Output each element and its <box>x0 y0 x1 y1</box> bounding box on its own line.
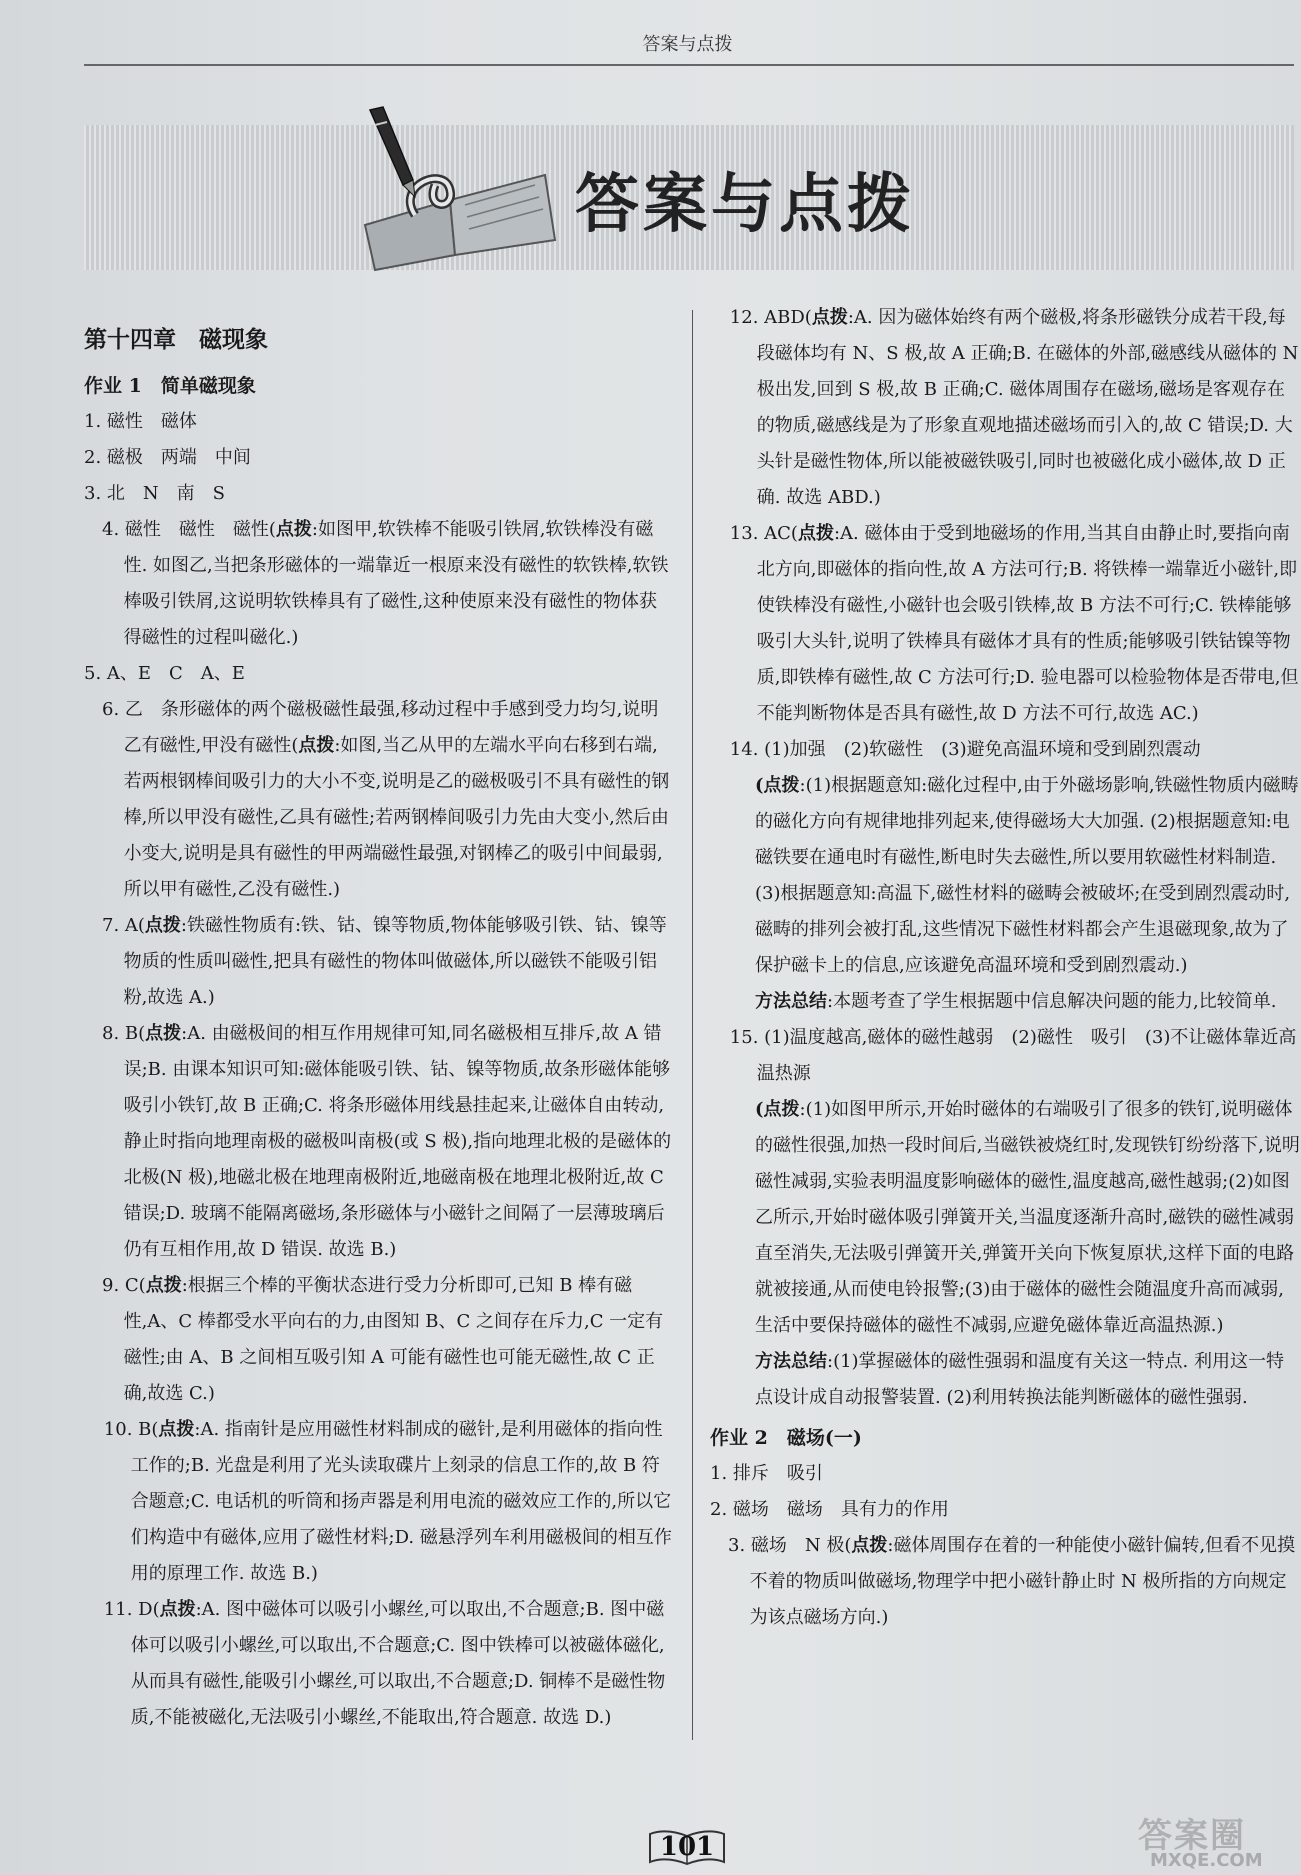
header-rule <box>84 64 1294 66</box>
left-column <box>84 320 674 1736</box>
answer-3: 3. 北 N 南 S <box>84 483 225 504</box>
hw2-answer-1: 1. 排斥 吸引 <box>710 1463 823 1484</box>
answer-9: 9. C(点拨:根据三个棒的平衡状态进行受力分析即可,已知 B 棒有磁性,A、C 棒都受水平向右的力,由图知 B、C 之间存在斥力,C 一定有磁性;由 A、B 之间相互吸引知 A 可能有磁性也可能无磁性,故 C 正确,故选 C.) <box>102 1275 664 1404</box>
answer-4: 4. 磁性 磁性 磁性(点拨:如图甲,软铁棒不能吸引铁屑,软铁棒没有磁性. 如图乙,当把条形磁体的一端靠近一根原来没有磁性的软铁棒,软铁棒吸引铁屑,这说明软铁棒具有了磁性,这种使原来没有磁性的物体获得磁性的过程叫磁化.) <box>102 519 669 648</box>
answer-2: 2. 磁极 两端 中间 <box>84 447 251 468</box>
answer-15-hint: (点拨:(1)如图甲所示,开始时磁体的右端吸引了很多的铁钉,说明磁体的磁性很强,加热一段时间后,当磁铁被烧红时,发现铁钉纷纷落下,说明磁性减弱,实验表明温度影响磁体的磁性,温度越高,磁性越弱;(2)如图乙所示,开始时磁体吸引弹簧开关,当温度逐渐升高时,磁铁的磁性减弱直至消失,无法吸引弹簧开关,弹簧开关向下恢复原状,这样下面的电路就被接通,从而使电铃报警;(3)由于磁体的磁性会随温度升高而减弱,生活中要保持磁体的磁性不减弱,应避免磁体靠近高温热源.) <box>755 1099 1300 1336</box>
answer-15-summary: 方法总结:(1)掌握磁体的磁性强弱和温度有关这一特点. 利用这一特点设计成自动报警装置. (2)利用转换法能判断磁体的磁性强弱. <box>755 1351 1285 1408</box>
right-column <box>710 300 1300 1636</box>
page-number: 101 <box>659 1832 715 1862</box>
answer-1: 1. 磁性 磁体 <box>84 411 197 432</box>
answer-14: 14. (1)加强 (2)软磁性 (3)避免高温环境和受到剧烈震动 <box>729 739 1201 760</box>
book-pen-icon <box>355 105 565 280</box>
watermark-text: 答案圈 <box>1138 1816 1246 1856</box>
answer-12: 12. ABD(点拨:A. 因为磁体始终有两个磁极,将条形磁铁分成若干段,每段磁体均有 N、S 极,故 A 正确;B. 在磁体的外部,磁感线从磁体的 N 极出发,回到 S 极,故 B 正确;C. 磁体周围存在磁场,磁场是客观存在的物质,磁感线是为了形象直观地描述磁场而引入的,故 C 错误;D. 大头针是磁性物体,所以能被磁铁吸引,同时也被磁化成小磁体,故 D 正确. 故选 ABD.) <box>729 307 1299 508</box>
answer-5: 5. A、E C A、E <box>84 663 245 684</box>
answer-15: 15. (1)温度越高,磁体的磁性越弱 (2)磁性 吸引 (3)不让磁体靠近高温热源 <box>729 1027 1297 1084</box>
chapter-title: 第十四章 磁现象 <box>84 326 268 353</box>
hw2-answer-3: 3. 磁场 N 极(点拨:磁体周围存在着的一种能使小磁针偏转,但看不见摸不着的物质叫做磁场,物理学中把小磁针静止时 N 极所指的方向规定为该点磁场方向.) <box>728 1535 1296 1628</box>
homework-heading-2: 作业 2 磁场(一) <box>710 1427 862 1449</box>
column-divider <box>692 310 693 1740</box>
answer-8: 8. B(点拨:A. 由磁极间的相互作用规律可知,同名磁极相互排斥,故 A 错误;B. 由课本知识可知:磁体能吸引铁、钴、镍等物质,故条形磁体能够吸引小铁钉,故 B 正确;C. 将条形磁体用线悬挂起来,让磁体自由转动,静止时指向地理南极的磁极叫南极(或 S 极),指向地理北极的是磁体的北极(N 极),地磁北极在地理南极附近,地磁南极在地理北极附近,故 C 错误;D. 玻璃不能隔离磁场,条形磁体与小磁针之间隔了一层薄玻璃后仍有互相作用,故 D 错误. 故选 B.) <box>102 1023 672 1260</box>
answer-14-summary: 方法总结:本题考查了学生根据题中信息解决问题的能力,比较简单. <box>755 991 1277 1012</box>
answer-10: 10. B(点拨:A. 指南针是应用磁性材料制成的磁针,是利用磁体的指向性工作的;B. 光盘是利用了光头读取碟片上刻录的信息工作的,故 B 符合题意;C. 电话机的听筒和扬声器是利用电流的磁效应工作的,所以它们构造中有磁体,应用了磁性材料;D. 磁悬浮列车利用磁极间的相互作用的原理工作. 故选 B.) <box>103 1419 672 1584</box>
answer-14-hint: (点拨:(1)根据题意知:磁化过程中,由于外磁场影响,铁磁性物质内磁畴的磁化方向有规律地排列起来,使得磁场大大加强. (2)根据题意知:电磁铁要在通电时有磁性,断电时失去磁性,所以要用软磁性材料制造. (3)根据题意知:高温下,磁性材料的磁畴会被破坏;在受到剧烈震动时,磁畴的排列会被打乱,这些情况下磁性材料都会产生退磁现象,故为了保护磁卡上的信息,应该避免高温环境和受到剧烈震动.) <box>755 775 1299 976</box>
answer-11: 11. D(点拨:A. 图中磁体可以吸引小螺丝,可以取出,不合题意;B. 图中磁体可以吸引小螺丝,可以取出,不合题意;C. 图中铁棒可以被磁体磁化,从而具有磁性,能吸引小螺丝,可以取出,不合题意;D. 铜棒不是磁性物质,不能被磁化,无法吸引小螺丝,不能取出,符合题意. 故选 D.) <box>103 1599 666 1728</box>
banner-title: 答案与点拨 <box>575 167 915 242</box>
watermark-url: MXQE.COM <box>1150 1850 1263 1871</box>
answer-7: 7. A(点拨:铁磁性物质有:铁、钴、镍等物质,物体能够吸引铁、钴、镍等物质的性质叫磁性,把具有磁性的物体叫做磁体,所以磁铁不能吸引铝粉,故选 A.) <box>102 915 667 1008</box>
homework-heading: 作业 1 简单磁现象 <box>84 375 256 397</box>
answer-6: 6. 乙 条形磁体的两个磁极磁性最强,移动过程中手感到受力均匀,说明乙有磁性,甲没有磁性(点拨:如图,当乙从甲的左端水平向右移到右端,若两根钢棒间吸引力的大小不变,说明是乙的磁极吸引不具有磁性的钢棒,所以甲没有磁性,乙具有磁性;若两钢棒间吸引力先由大变小,然后由小变大,说明是具有磁性的甲两端磁性最强,对钢棒乙的吸引中间最弱,所以甲有磁性,乙没有磁性.) <box>102 699 670 900</box>
hw2-answer-2: 2. 磁场 磁场 具有力的作用 <box>710 1499 949 1520</box>
page-number-book-icon <box>646 1828 728 1868</box>
answer-13: 13. AC(点拨:A. 磁体由于受到地磁场的作用,当其自由静止时,要指向南北方向,即磁体的指向性,故 A 方法可行;B. 将铁棒一端靠近小磁针,即使铁棒没有磁性,小磁针也会吸引铁棒,故 B 方法不可行;C. 铁棒能够吸引大头针,说明了铁棒具有磁体才具有的性质;能够吸引铁钴镍等物质,即铁棒有磁性,故 C 方法可行;D. 验电器可以检验物体是否带电,但不能判断物体是否具有磁性,故 D 方法不可行,故选 AC.) <box>729 523 1299 724</box>
running-title: 答案与点拨 <box>642 34 733 55</box>
